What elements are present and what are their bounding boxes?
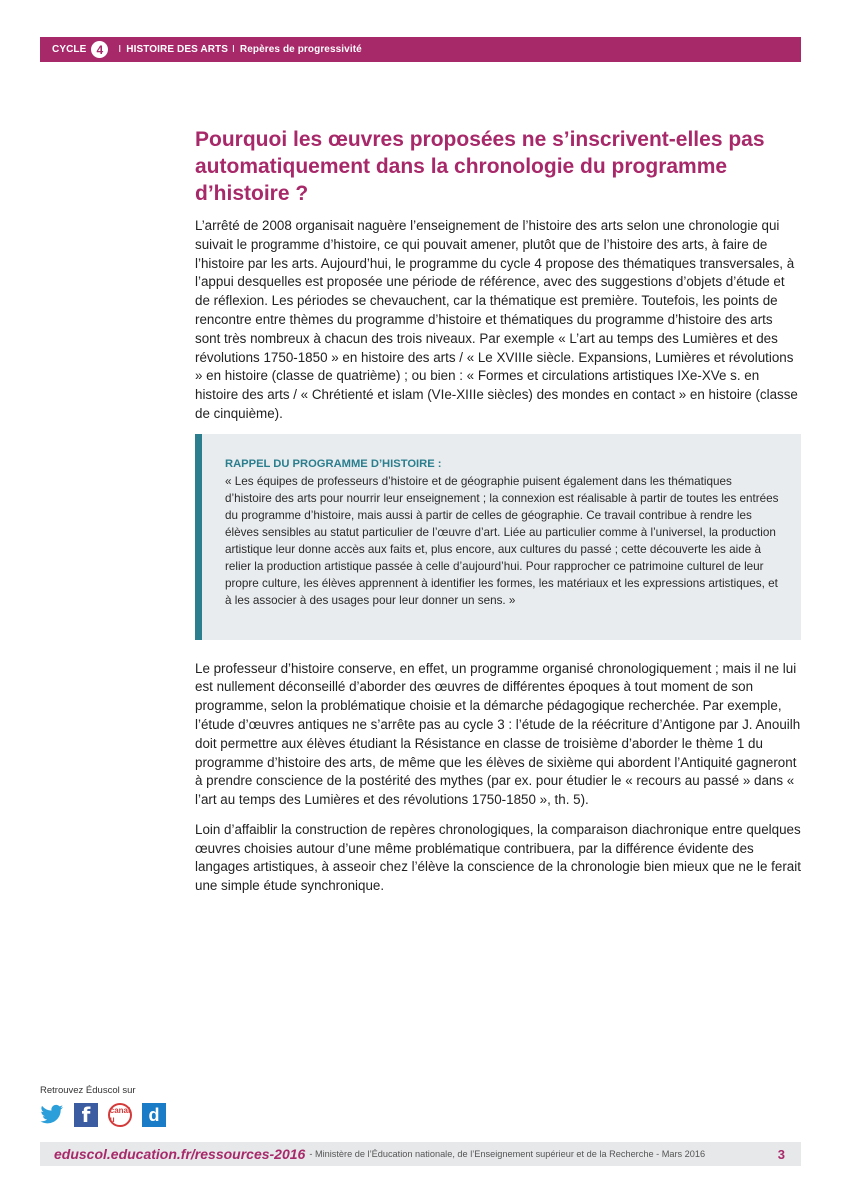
footer-url-link[interactable]: eduscol.education.fr/ressources-2016: [54, 1146, 306, 1162]
header-section: Repères de progressivité: [239, 44, 362, 55]
footer-bar: [40, 1142, 801, 1166]
cycle-label: CYCLE: [52, 44, 87, 55]
canal-u-icon[interactable]: canal u: [108, 1103, 132, 1127]
cycle-number-badge: 4: [91, 41, 108, 58]
footer-credits: - Ministère de l’Éducation nationale, de l’Enseignement supérieur et de la Recherche - Mars 2016: [309, 1149, 706, 1159]
paragraph-professor: Le professeur d’histoire conserve, en effet, un programme organisé chronologiquement ; mais il ne lui est nullement déconseillé d’aborder des œuvres de différentes époques à tout moment de son programme, selon la problématique choisie et la démarche pédagogique recherchée. Par exemple, l’étude d’œuvres antiques ne s’arrête pas au cycle 3 : l’étude de la réécriture d’Antigone par J. Anouilh doit permettre aux élèves étudiant la Résistance en classe de troisième d’aborder le thème 1 du programme d’histoire des arts, de même que les élèves de sixième qui abordent l’Antiquité gagneront à prendre conscience de la postérité des mythes (par ex. pour étudier le « recours au passé » dans « l’art au temps des Lumières et des révolutions 1750-1850 », th. 5).: [195, 660, 801, 808]
header-separator: I: [118, 44, 122, 55]
dailymotion-icon[interactable]: d: [142, 1103, 166, 1127]
header-subject: HISTOIRE DES ARTS: [126, 44, 229, 55]
main-content: [195, 126, 801, 896]
page-title: Pourquoi les œuvres proposées ne s’inscrivent-elles pas automatiquement dans la chronologie du programme d’histoire ?: [195, 128, 765, 205]
social-label: Retrouvez Éduscol sur: [40, 1085, 136, 1096]
paragraph-conclusion: Loin d’affaiblir la construction de repères chronologiques, la comparaison diachronique entre quelques œuvres choisies autour d’une même problématique contribuera, par la différence évidente des langages artistiques, à asseoir chez l’élève la conscience de la chronologie bien mieux que ne le ferait une simple étude synchronique.: [195, 821, 801, 894]
callout-box: [195, 434, 801, 640]
facebook-icon[interactable]: f: [74, 1103, 98, 1127]
social-links: [40, 1103, 166, 1127]
page-number: 3: [777, 1146, 785, 1162]
callout-title: RAPPEL DU PROGRAMME D’HISTOIRE :: [225, 457, 442, 470]
header-separator: I: [232, 44, 235, 55]
twitter-icon[interactable]: [40, 1103, 64, 1127]
header-bar: [40, 37, 801, 62]
paragraph-intro: L’arrêté de 2008 organisait naguère l’enseignement de l’histoire des arts selon une chronologie qui suivait le programme d’histoire, ce qui pouvait amener, plutôt que de l’histoire des arts, à faire de l’histoire par les arts. Aujourd’hui, le programme du cycle 4 propose des thématiques transversales, à l’appui desquelles est proposée une période de référence, avec des suggestions d’objets d’étude et de réflexion. Les périodes se chevauchent, car la thématique est première. Toutefois, les points de rencontre entre thèmes du programme d’histoire et thématiques du programme d’histoire des arts sont très nombreux à chacun des trois niveaux. Par exemple « L’art au temps des Lumières et des révolutions 1750-1850 » en histoire des arts / « Le XVIIIe siècle. Expansions, Lumières et révolutions » en histoire (classe de quatrième) ; ou bien : « Formes et circulations artistiques IXe-XVe s. en histoire des arts / « Chrétienté et islam (VIe-XIIIe siècles) des mondes en contact » en histoire (classe de cinquième).: [195, 218, 798, 421]
callout-text: « Les équipes de professeurs d’histoire et de géographie puisent également dans les thématiques d’histoire des arts pour nourrir leur enseignement ; la connexion est réalisable à partir de toutes les entrées du programme d’histoire, mais aussi à partir de celles de géographie. Ce travail contribue à rendre les élèves sensibles au statut particulier de l’œuvre d’art. Liée au particulier comme à l’universel, la production artistique leur donne accès aux faits et, plus encore, aux cultures du passé ; cette découverte les aide à relier la production artistique passée à celle d’aujourd’hui. Pour rapprocher ce patrimoine culturel de leur propre culture, les élèves apprennent à identifier les formes, les matériaux et les expressions artistiques, et à les associer à des usages pour leur donner un sens. »: [225, 474, 779, 608]
